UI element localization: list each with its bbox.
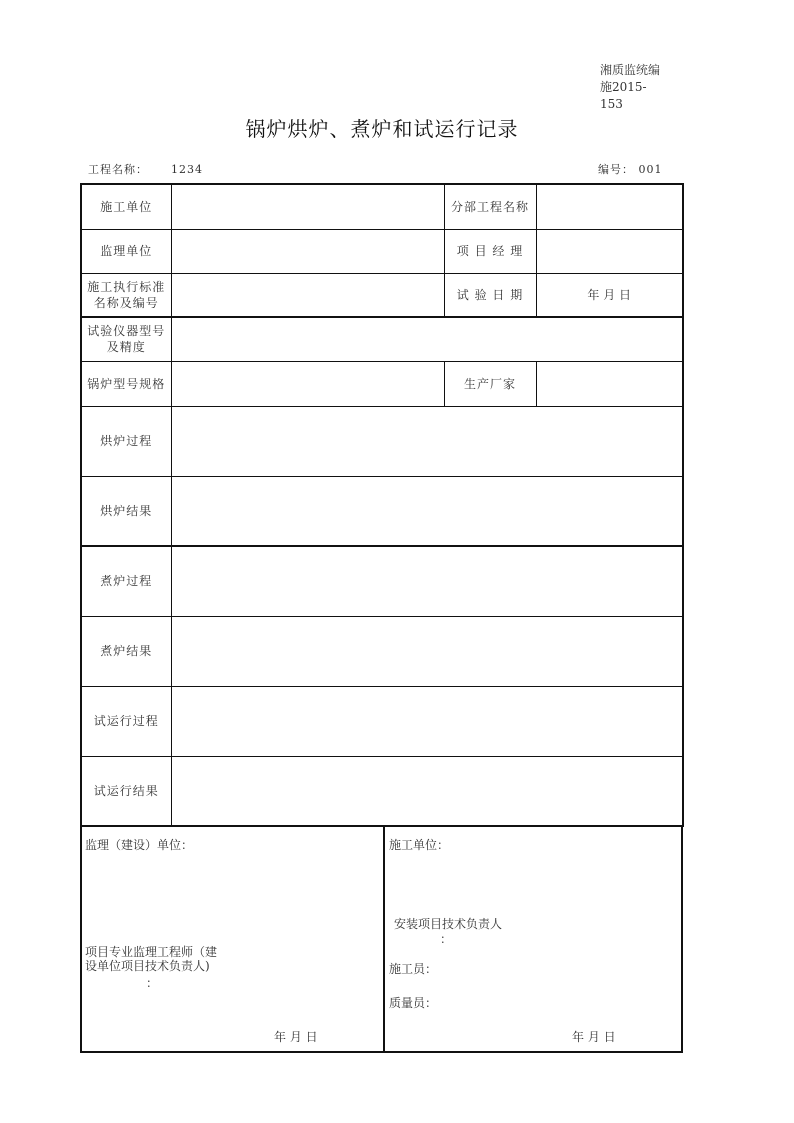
table-row [81, 317, 683, 361]
trial-result-field[interactable] [171, 756, 683, 826]
drying-result-label: 烘炉结果 [81, 476, 171, 546]
project-manager-label: 项 目 经 理 [444, 229, 536, 273]
form-code-line1: 湘质监统编 [600, 63, 661, 77]
construction-unit-field[interactable] [171, 184, 444, 229]
supervision-date[interactable]: 年 月 日 [274, 1030, 318, 1044]
boiling-process-label: 煮炉过程 [81, 546, 171, 616]
project-manager-field[interactable] [536, 229, 683, 273]
standard-label [81, 273, 171, 317]
instrument-label-line1: 试验仪器型号 [87, 324, 166, 339]
standard-field[interactable] [171, 273, 444, 317]
instrument-label-line2: 及精度 [106, 340, 146, 355]
table-row [81, 616, 683, 686]
supervision-engineer-label [85, 945, 217, 973]
construction-unit-label: 施工单位 [81, 184, 171, 229]
construction-date[interactable]: 年 月 日 [572, 1030, 616, 1044]
table-row [81, 184, 683, 229]
table-row [81, 229, 683, 273]
record-table [80, 183, 684, 827]
boiling-process-field[interactable] [171, 546, 683, 616]
project-name-label: 工程名称： [88, 163, 148, 176]
table-row [81, 756, 683, 826]
instrument-field[interactable] [171, 317, 683, 361]
supervision-signature-box[interactable] [80, 825, 385, 1053]
test-date-label: 试 验 日 期 [444, 273, 536, 317]
page-title: 锅炉烘炉、煮炉和试运行记录 [245, 117, 519, 141]
supervision-unit-title: 监理（建设）单位： [85, 838, 194, 852]
table-row [81, 273, 683, 317]
drying-process-field[interactable] [171, 406, 683, 476]
quality-inspector-label: 质量员： [389, 996, 438, 1010]
boiling-result-field[interactable] [171, 616, 683, 686]
construction-worker-label: 施工员： [389, 962, 438, 976]
boiler-model-field[interactable] [171, 361, 444, 406]
instrument-label [81, 317, 171, 361]
sub-project-name-label: 分部工程名称 [444, 184, 536, 229]
form-number-label: 编号： [598, 163, 634, 176]
table-row [81, 546, 683, 616]
project-name-value: 1234 [171, 163, 203, 176]
trial-process-field[interactable] [171, 686, 683, 756]
boiler-model-label: 锅炉型号规格 [81, 361, 171, 406]
supervision-engineer-line2: 设单位项目技术负责人) [85, 959, 210, 973]
form-number [598, 161, 663, 177]
drying-process-label: 烘炉过程 [81, 406, 171, 476]
drying-result-field[interactable] [171, 476, 683, 546]
construction-unit-title: 施工单位： [389, 838, 450, 852]
installation-tech-lead-colon: ： [440, 932, 453, 946]
supervision-unit-label: 监理单位 [81, 229, 171, 273]
standard-label-line1: 施工执行标准 [87, 279, 166, 294]
standard-label-line2: 名称及编号 [93, 295, 159, 310]
supervision-colon: ： [146, 976, 159, 990]
test-date-field[interactable]: 年 月 日 [536, 273, 683, 317]
installation-tech-lead-label: 安装项目技术负责人 [394, 917, 503, 931]
table-row [81, 361, 683, 406]
construction-signature-box[interactable] [383, 825, 683, 1053]
project-name [88, 161, 203, 177]
supervision-engineer-line1: 项目专业监理工程师（建 [85, 945, 218, 959]
sub-project-name-field[interactable] [536, 184, 683, 229]
form-code [600, 62, 669, 113]
table-row [81, 406, 683, 476]
form-number-value: 001 [638, 163, 663, 176]
boiling-result-label: 煮炉结果 [81, 616, 171, 686]
trial-result-label: 试运行结果 [81, 756, 171, 826]
form-code-line2: 施2015-153 [600, 80, 647, 111]
trial-process-label: 试运行过程 [81, 686, 171, 756]
supervision-unit-field[interactable] [171, 229, 444, 273]
table-row [81, 476, 683, 546]
manufacturer-label: 生产厂家 [444, 361, 536, 406]
table-row [81, 686, 683, 756]
manufacturer-field[interactable] [536, 361, 683, 406]
